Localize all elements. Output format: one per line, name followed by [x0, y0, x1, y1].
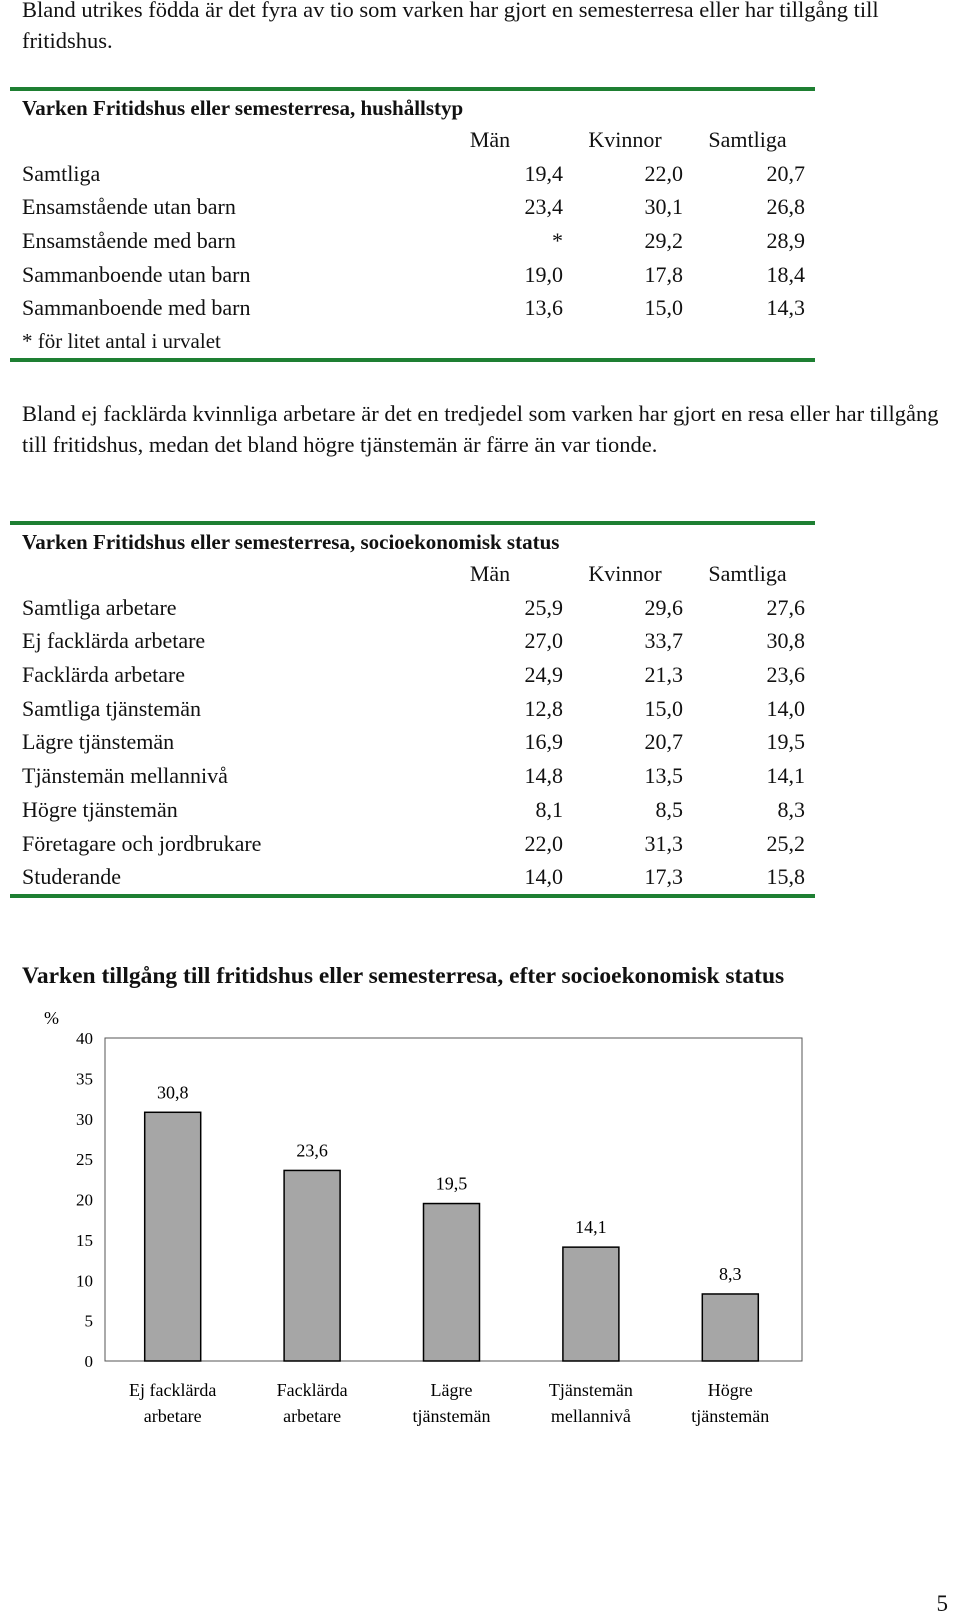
table-cell: 14,3: [766, 295, 805, 321]
table-cell: 15,0: [644, 295, 683, 321]
intro-paragraph: Bland utrikes födda är det fyra av tio som varken har gjort en semesterresa eller har tillgång till fritidshus.: [22, 0, 879, 53]
y-tick-label: 20: [76, 1190, 93, 1210]
table-title: Varken Fritidshus eller semesterresa, hushållstyp: [22, 96, 464, 120]
table-cell: 18,4: [766, 261, 805, 287]
row-label: Ensamstående utan barn: [22, 194, 236, 220]
table-cell: 26,8: [766, 194, 805, 220]
row-label: Sammanboende med barn: [22, 295, 251, 321]
column-header: Kvinnor: [588, 127, 662, 152]
y-tick-label: 30: [76, 1109, 93, 1129]
table-cell: 13,6: [524, 295, 563, 321]
bar-value-label: 14,1: [575, 1217, 607, 1238]
table-row: [10, 793, 815, 827]
row-label: Högre tjänstemän: [22, 796, 178, 822]
row-label: Facklärda arbetare: [22, 662, 186, 688]
x-category-label: mellannivå: [550, 1406, 631, 1426]
table-cell: 31,3: [644, 830, 683, 856]
y-tick-label: 10: [76, 1271, 93, 1291]
table-cell: 13,5: [644, 763, 683, 789]
socioeconomic-paragraph: Bland ej facklärda kvinnliga arbetare är det en tredjedel som varken har gjort en resa eller har tillgång till fritidshus, medan det bland högre tjänstemän är färre än var tionde.: [22, 401, 939, 457]
table-cell: 23,4: [524, 194, 563, 220]
table-cell: 33,7: [644, 628, 683, 654]
table-cell: 20,7: [766, 160, 805, 186]
table-cell: 14,8: [524, 763, 563, 789]
y-tick-label: 40: [76, 1029, 93, 1048]
x-category-label: Ej facklärda: [128, 1380, 217, 1400]
row-label: Sammanboende utan barn: [22, 261, 251, 287]
x-category-label: tjänstemän: [691, 1406, 770, 1426]
table-header-row: [10, 557, 815, 591]
row-label: Samtliga: [22, 160, 101, 186]
y-axis-label: %: [44, 1008, 59, 1028]
table-cell: 17,8: [644, 261, 683, 287]
table-cell: 14,1: [766, 763, 805, 789]
socioeconomic-status-table: [10, 521, 815, 898]
table-cell: 30,1: [644, 194, 683, 220]
table-cell: 17,3: [644, 864, 683, 890]
table-title: Varken Fritidshus eller semesterresa, socioekonomisk status: [22, 530, 560, 554]
table-cell: 23,6: [766, 662, 805, 688]
table-cell: 8,3: [777, 796, 805, 822]
table-row: [10, 658, 815, 692]
table-header-row: [10, 123, 815, 157]
table-row: [10, 624, 815, 658]
table-row: [10, 190, 815, 224]
table-cell: 25,9: [524, 594, 563, 620]
table-cell: *: [552, 228, 563, 254]
row-label: Ej facklärda arbetare: [22, 628, 206, 654]
table-row: [10, 258, 815, 292]
bar: [563, 1247, 619, 1361]
row-label: Ensamstående med barn: [22, 228, 236, 254]
table-row: [10, 827, 815, 861]
table-cell: 22,0: [524, 830, 563, 856]
y-tick-label: 0: [84, 1352, 93, 1371]
table-cell: 14,0: [524, 864, 563, 890]
table-row: [10, 860, 815, 894]
table-cell: 27,0: [524, 628, 563, 654]
page-number: 5: [936, 1591, 948, 1616]
x-category-label: Högre: [707, 1380, 753, 1400]
table-cell: 8,1: [535, 796, 563, 822]
row-label: Tjänstemän mellannivå: [22, 763, 228, 789]
table-row: [10, 692, 815, 726]
bar: [424, 1204, 480, 1361]
household-type-table: [10, 87, 815, 362]
table-cell: 29,6: [644, 594, 683, 620]
x-category-label: tjänstemän: [412, 1406, 491, 1426]
table-cell: 15,8: [766, 864, 805, 890]
y-tick-label: 25: [76, 1150, 93, 1170]
column-header: Samtliga: [708, 561, 787, 586]
y-tick-label: 35: [76, 1069, 93, 1089]
table-cell: 16,9: [524, 729, 563, 755]
table-bottom-rule: [10, 358, 815, 362]
table-cell: 20,7: [644, 729, 683, 755]
table-cell: 21,3: [644, 662, 683, 688]
bar: [284, 1170, 340, 1361]
table-cell: 15,0: [644, 695, 683, 721]
table-cell: 29,2: [644, 228, 683, 254]
x-category-label: arbetare: [143, 1406, 202, 1426]
table-row: [10, 291, 815, 325]
x-category-label: Facklärda: [276, 1380, 348, 1400]
bar: [702, 1294, 758, 1361]
table-footnote: * för litet antal i urvalet: [22, 329, 221, 354]
column-header: Män: [469, 127, 511, 152]
table-cell: 19,5: [766, 729, 805, 755]
table-row: [10, 224, 815, 258]
table-cell: 28,9: [766, 228, 805, 254]
y-tick-label: 5: [84, 1311, 93, 1331]
table-bottom-rule: [10, 894, 815, 898]
table-row: [10, 725, 815, 759]
table-row: [10, 157, 815, 191]
bar-value-label: 19,5: [435, 1173, 468, 1194]
table-cell: 24,9: [524, 662, 563, 688]
chart-title: Varken tillgång till fritidshus eller semesterresa, efter socioekonomisk status: [22, 963, 785, 989]
table-cell: 30,8: [766, 628, 805, 654]
y-tick-label: 15: [76, 1230, 93, 1250]
x-category-label: arbetare: [283, 1406, 342, 1426]
column-header: Män: [469, 561, 511, 586]
table-cell: 27,6: [766, 594, 805, 620]
table-cell: 22,0: [644, 160, 683, 186]
column-header: Kvinnor: [588, 561, 662, 586]
table-cell: 12,8: [524, 695, 563, 721]
bar-value-label: 30,8: [156, 1082, 189, 1103]
table-cell: 14,0: [766, 695, 805, 721]
table-row: [10, 759, 815, 793]
bar-chart: [0, 1008, 960, 1460]
x-category-label: Lägre: [430, 1380, 473, 1400]
table-cell: 19,4: [524, 160, 563, 186]
row-label: Lägre tjänstemän: [22, 729, 175, 755]
bar-value-label: 23,6: [296, 1140, 328, 1161]
table-cell: 25,2: [766, 830, 805, 856]
table-row: [10, 591, 815, 625]
x-category-label: Tjänstemän: [548, 1380, 633, 1400]
column-header: Samtliga: [708, 127, 787, 152]
row-label: Samtliga arbetare: [22, 594, 177, 620]
table-cell: 8,5: [655, 796, 683, 822]
row-label: Företagare och jordbrukare: [22, 830, 262, 856]
row-label: Samtliga tjänstemän: [22, 695, 202, 721]
table-cell: 19,0: [524, 261, 563, 287]
row-label: Studerande: [22, 864, 121, 890]
bar: [145, 1112, 201, 1361]
bar-value-label: 8,3: [719, 1263, 742, 1284]
